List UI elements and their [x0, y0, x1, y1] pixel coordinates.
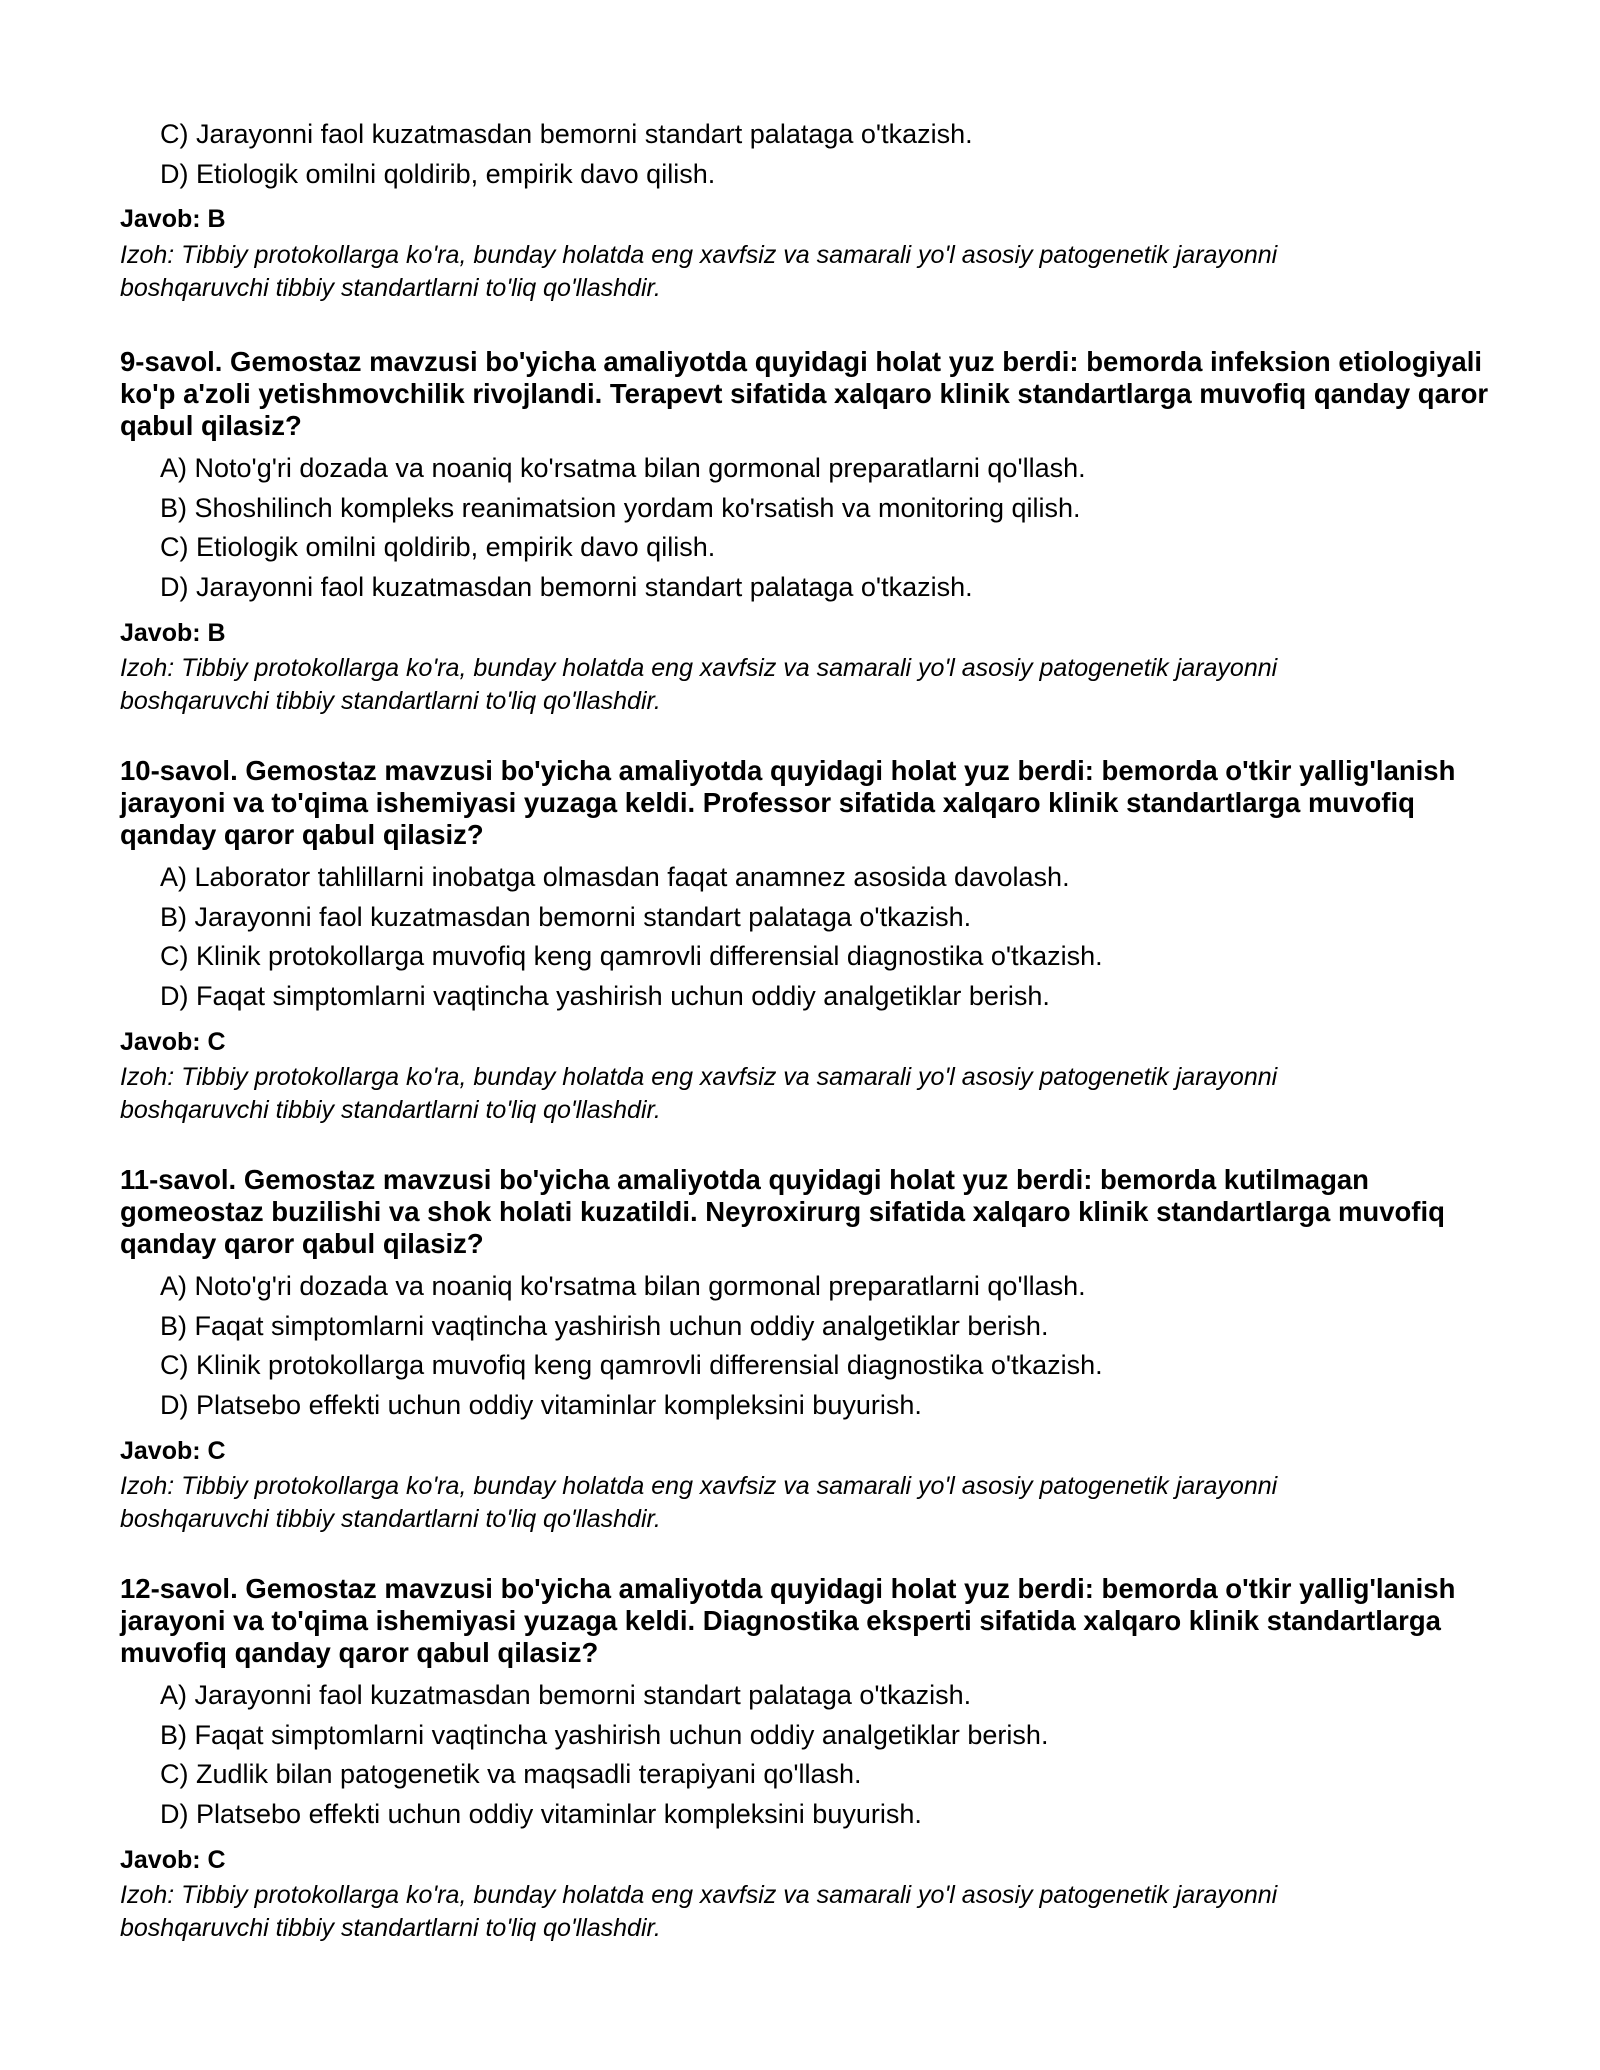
option-a: A) Noto'g'ri dozada va noaniq ko'rsatma bilan gormonal preparatlarni qo'llash. — [160, 453, 1086, 483]
option-c: C) Etiologik omilni qoldirib, empirik davo qilish. — [160, 532, 716, 562]
option-a: A) Noto'g'ri dozada va noaniq ko'rsatma bilan gormonal preparatlarni qo'llash. — [160, 1271, 1086, 1301]
option-c: C) Jarayonni faol kuzatmasdan bemorni standart palataga o'tkazish. — [160, 119, 973, 149]
option-b: B) Shoshilinch kompleks reanimatsion yordam ko'rsatish va monitoring qilish. — [160, 493, 1081, 523]
explanation-text: Izoh: Tibbiy protokollarga ko'ra, bunday holatda eng xavfsiz va samarali yo'l asosiy patogenetik jarayonni boshqaruvchi tibbiy standartlarni to'liq qo'llashdir. — [120, 1063, 1278, 1124]
question-text: 12-savol. Gemostaz mavzusi bo'yicha amaliyotda quyidagi holat yuz berdi: bemorda o'tkir yallig'lanish jarayoni va to'qima ishemiyasi yuzaga keldi. Diagnostika eksperti sifatida xalqaro klinik standartlarga muvofiq qanday qaror qabul qilasiz? — [120, 1573, 1456, 1668]
option-b: B) Faqat simptomlarni vaqtincha yashirish uchun oddiy analgetiklar berish. — [160, 1311, 1049, 1341]
option-d: D) Platsebo effekti uchun oddiy vitaminlar kompleksini buyurish. — [160, 1390, 922, 1420]
option-b: B) Jarayonni faol kuzatmasdan bemorni standart palataga o'tkazish. — [160, 902, 972, 932]
option-b: B) Faqat simptomlarni vaqtincha yashirish uchun oddiy analgetiklar berish. — [160, 1720, 1049, 1750]
answer-label: Javob: B — [120, 205, 226, 233]
question-text: 10-savol. Gemostaz mavzusi bo'yicha amaliyotda quyidagi holat yuz berdi: bemorda o'tkir yallig'lanish jarayoni va to'qima ishemiyasi yuzaga keldi. Professor sifatida xalqaro klinik standartlarga muvofiq qanday qaror qabul qilasiz? — [120, 755, 1456, 850]
explanation-text: Izoh: Tibbiy protokollarga ko'ra, bunday holatda eng xavfsiz va samarali yo'l asosiy patogenetik jarayonni boshqaruvchi tibbiy standartlarni to'liq qo'llashdir. — [120, 654, 1278, 715]
explanation-text: Izoh: Tibbiy protokollarga ko'ra, bunday holatda eng xavfsiz va samarali yo'l asosiy patogenetik jarayonni boshqaruvchi tibbiy standartlarni to'liq qo'llashdir. — [120, 1472, 1278, 1533]
answer-label: Javob: C — [120, 1846, 226, 1874]
explanation-text: Izoh: Tibbiy protokollarga ko'ra, bunday holatda eng xavfsiz va samarali yo'l asosiy patogenetik jarayonni boshqaruvchi tibbiy standartlarni to'liq qo'llashdir. — [120, 241, 1278, 302]
explanation-text: Izoh: Tibbiy protokollarga ko'ra, bunday holatda eng xavfsiz va samarali yo'l asosiy patogenetik jarayonni boshqaruvchi tibbiy standartlarni to'liq qo'llashdir. — [120, 1881, 1278, 1942]
option-d: D) Faqat simptomlarni vaqtincha yashirish uchun oddiy analgetiklar berish. — [160, 981, 1050, 1011]
option-a: A) Laborator tahlillarni inobatga olmasdan faqat anamnez asosida davolash. — [160, 862, 1070, 892]
answer-label: Javob: C — [120, 1028, 226, 1056]
option-c: C) Klinik protokollarga muvofiq keng qamrovli differensial diagnostika o'tkazish. — [160, 1350, 1103, 1380]
option-c: C) Zudlik bilan patogenetik va maqsadli terapiyani qo'llash. — [160, 1759, 862, 1789]
question-text: 11-savol. Gemostaz mavzusi bo'yicha amaliyotda quyidagi holat yuz berdi: bemorda kutilmagan gomeostaz buzilishi va shok holati kuzatildi. Neyroxirurg sifatida xalqaro klinik standartlarga muvofiq qanday qaror qabul qilasiz? — [120, 1164, 1445, 1259]
answer-label: Javob: C — [120, 1437, 226, 1465]
option-d: D) Etiologik omilni qoldirib, empirik davo qilish. — [160, 159, 716, 189]
option-d: D) Platsebo effekti uchun oddiy vitaminlar kompleksini buyurish. — [160, 1799, 922, 1829]
question-text: 9-savol. Gemostaz mavzusi bo'yicha amaliyotda quyidagi holat yuz berdi: bemorda infeksion etiologiyali ko'p a'zoli yetishmovchilik rivojlandi. Terapevt sifatida xalqaro klinik standartlarga muvofiq qanday qaror qabul qilasiz? — [120, 346, 1489, 441]
option-a: A) Jarayonni faol kuzatmasdan bemorni standart palataga o'tkazish. — [160, 1680, 972, 1710]
answer-label: Javob: B — [120, 619, 226, 647]
option-d: D) Jarayonni faol kuzatmasdan bemorni standart palataga o'tkazish. — [160, 572, 973, 602]
option-c: C) Klinik protokollarga muvofiq keng qamrovli differensial diagnostika o'tkazish. — [160, 941, 1103, 971]
